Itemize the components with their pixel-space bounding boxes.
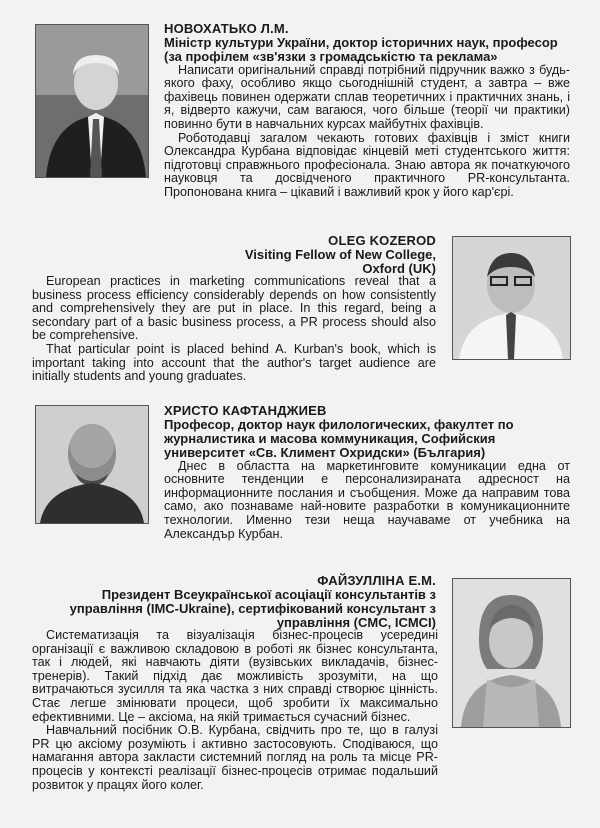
- entry-3: [164, 404, 570, 541]
- entry-paragraph: Днес в областта на маркетинговите комуникации една от основните тенденции е персонализираната адресност на информационните послания и съобщения. Може да направим това само, ако познаваме най-новите разработки в комуникационните технологии. Именно тези неща научаваме от учебника на Александър Курбан.: [164, 458, 570, 541]
- entry-4-body: [32, 629, 438, 792]
- entry-name: НОВОХАТЬКО Л.М.: [164, 21, 289, 36]
- entry-role: Visiting Fellow of New College, Oxford (UK): [244, 246, 436, 276]
- portrait-photo-1: [35, 24, 149, 178]
- person-silhouette-icon: [36, 406, 148, 523]
- entry-2-body: [32, 275, 436, 384]
- entry-paragraph: Роботодавці загалом чекають готових фахівців і зміст книги Олександра Курбана відповідає кінцевій меті студентського життя: підготовці справжнього професіонала. Знаю автора як початкуючого науковця та досвідченого практичного PR-консультанта. Пропонована книга – цікавий і важливий крок у його кар'єрі.: [164, 130, 570, 199]
- entry-1: [164, 22, 570, 200]
- portrait-photo-4: [452, 578, 571, 728]
- entry-4-header: [34, 574, 436, 630]
- entry-paragraph: European practices in marketing communications reveal that a business process efficiency considerably depends on how consistently and comprehensively they are put in place. In this regard, being a secondary part of a basic business process, a PR process should also be comprehensive.: [32, 274, 436, 343]
- portrait-photo-2: [452, 236, 571, 360]
- entry-role: Професор, доктор наук филологических, факултет по журналистика и масова коммуникация, Софийския университет «Св. Климент Охридски» (България): [164, 416, 514, 460]
- entry-name: OLEG KOZEROD: [328, 233, 436, 248]
- entry-paragraph: That particular point is placed behind A. Kurban's book, which is important taking into account that the author's target audience are initially students and young graduates.: [32, 341, 436, 384]
- entry-paragraph: Навчальний посібник О.В. Курбана, свідчить про те, що в галузі PR цю аксіому розуміють і активно застосовують. Сподіваюся, що намагання автора закласти системний погляд на роль та місце PR-процесів у контексті реалізації бізнес-процесів отримає подальший розвиток у працях його колег.: [32, 723, 438, 792]
- entry-2-header: [200, 234, 436, 276]
- entry-role: Міністр культури України, доктор історичних наук, професор (за профілем «зв'язки з громадськістю та реклама»: [164, 34, 558, 64]
- entry-paragraph: Систематизація та візуалізація бізнес-процесів усередині організації є важливою складовою в роботі як бізнес консультанта, так і людей, які навчають діяти (вузівських викладачів, бізнес-тренерів). Такий підхід дає можливість зрозуміти, на що витрачаються зусилля та яка частка з них справді створює цінність. Стає легше змінювати процеси, щоб зробити їх максимально ефективними. Це – аксіома, на якій тримається сучасний бізнес.: [32, 628, 438, 724]
- person-silhouette-icon: [453, 579, 570, 727]
- entry-name: ХРИСТО КАФТАНДЖИЕВ: [164, 403, 327, 418]
- entry-name: ФАЙЗУЛЛІНА Е.М.: [317, 573, 436, 588]
- entry-paragraph: Написати оригінальний справді потрібний підручник важко з будь-якого фаху, особливо якщо сьогоднішній студент, а завтра – вже фахівець повинен одержати сплав теоретичних і практичних знань, і я, відверто кажучи, сам вагаюся, чого більше (теорії чи практики) повинно бути в навчальних курсах майбутніх фахівців.: [164, 62, 570, 131]
- person-silhouette-icon: [453, 237, 570, 359]
- person-silhouette-icon: [36, 25, 148, 177]
- portrait-photo-3: [35, 405, 149, 524]
- entry-role: Президент Всеукраїнської асоціації консультантів з управління (IMC-Ukraine), сертифікований консультант з управління (CMC, ICMCI): [69, 586, 436, 630]
